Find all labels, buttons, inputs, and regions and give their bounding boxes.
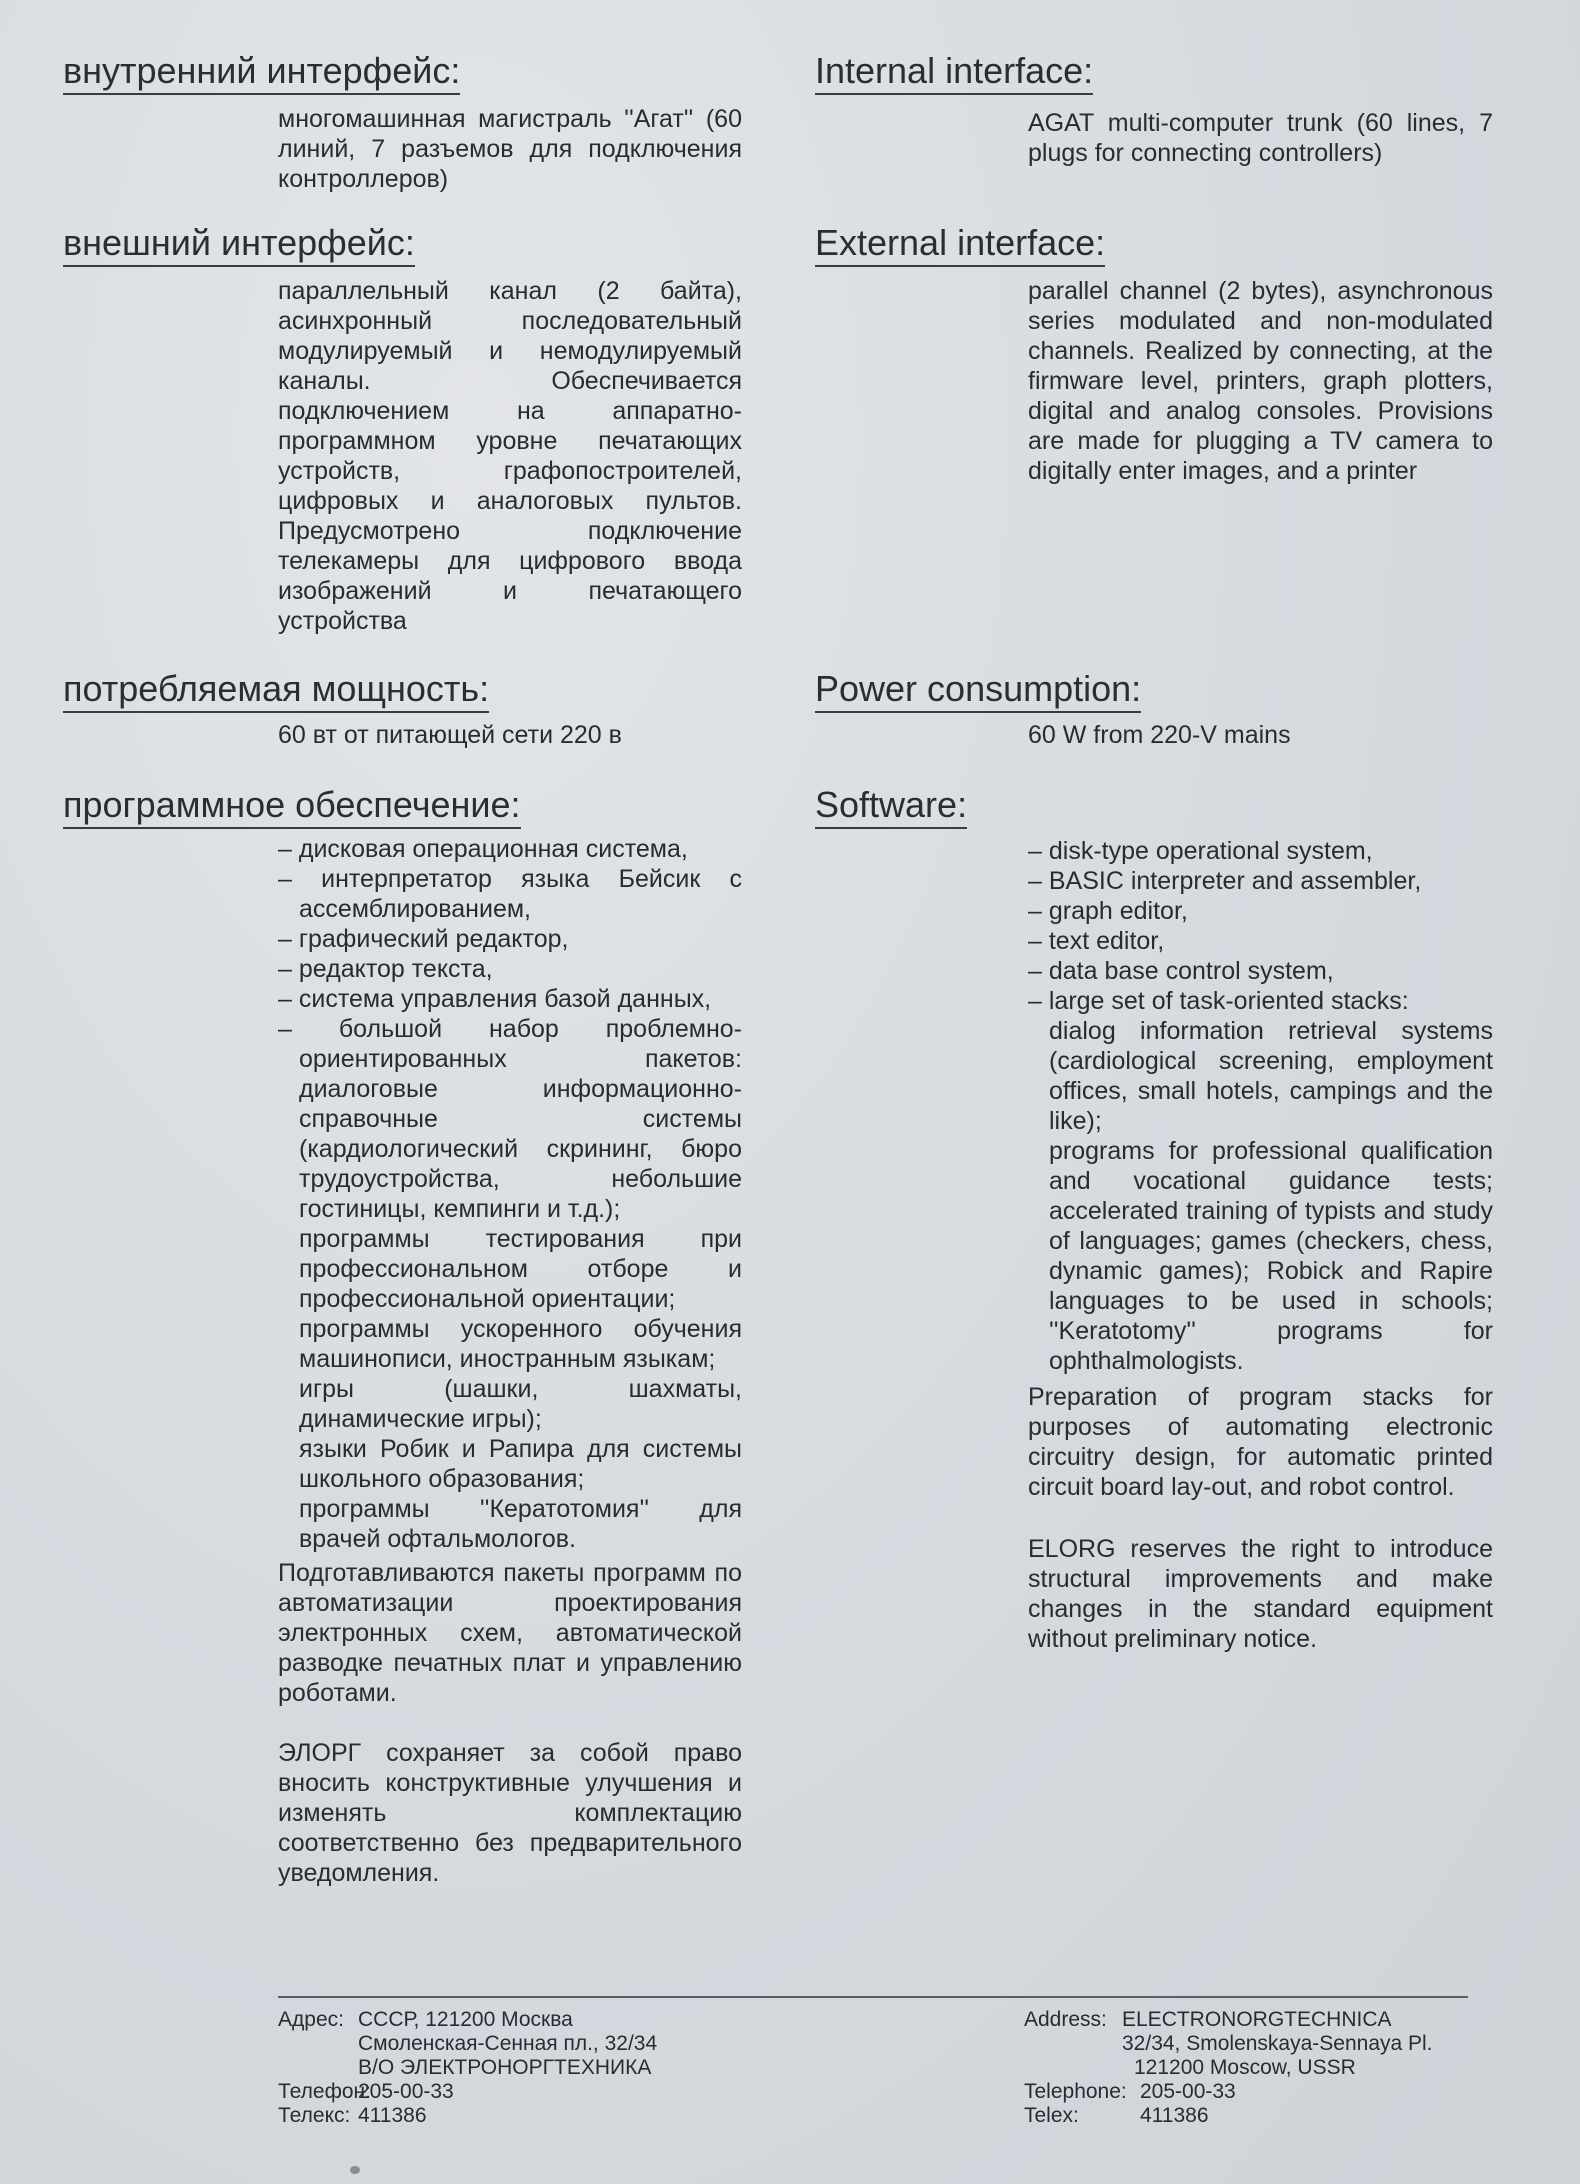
address-line: В/О ЭЛЕКТРОНОРГТЕХНИКА xyxy=(358,2056,652,2079)
ru-address-label: Адрес: xyxy=(278,2008,344,2031)
ru-telex-value: 411386 xyxy=(358,2104,427,2127)
en-telex-value: 411386 xyxy=(1140,2104,1209,2127)
en-software-list xyxy=(1028,836,1493,1016)
en-software-heading: Software: xyxy=(815,784,967,829)
ru-software-block xyxy=(278,834,742,1888)
en-external-interface-heading: External interface: xyxy=(815,222,1105,267)
en-phone-label: Telephone: xyxy=(1024,2080,1127,2103)
en-preparation-text: Preparation of program stacks for purposes of automating electronic circuitry design, for automatic printed circuit board lay-out, and robot control. xyxy=(1028,1383,1493,1501)
ru-phone-value: 205-00-33 xyxy=(358,2080,454,2103)
list-continuation: программы тестирования при профессиональном отборе и профессиональной ориентации; xyxy=(299,1225,742,1313)
ru-power-heading: потребляемая мощность: xyxy=(63,668,489,713)
en-address-label: Address: xyxy=(1024,2008,1107,2031)
ru-internal-interface-text: многомашинная магистраль ''Агат'' (60 линий, 7 разъемов для подключения контроллеров) xyxy=(278,105,742,193)
en-address-block xyxy=(1024,2008,1484,2128)
list-item: – редактор текста, xyxy=(278,954,742,984)
address-line: ELECTRONORGTECHNICA xyxy=(1122,2008,1392,2031)
en-internal-interface-heading: Internal interface: xyxy=(815,50,1093,95)
list-item: – text editor, xyxy=(1028,926,1493,956)
ru-internal-interface-heading: внутренний интерфейс: xyxy=(63,50,460,95)
list-continuation: dialog information retrieval systems (cardiological screening, employment offices, small hotels, campings and the like); xyxy=(1049,1017,1493,1135)
list-item: – data base control system, xyxy=(1028,956,1493,986)
ru-external-interface-text: параллельный канал (2 байта), асинхронный последовательный модулируемый и немодулируемый каналы. Обеспечивается подключением на аппаратно-программном уровне печатающих устройств, графопостроителей, цифровых и аналоговых пультов. Предусмотрено подключение телекамеры для цифрового ввода изображений и печатающего устройства xyxy=(278,277,742,635)
address-line: 32/34, Smolenskaya-Sennaya Pl. xyxy=(1122,2032,1433,2055)
list-item: – система управления базой данных, xyxy=(278,984,742,1014)
ru-power-text: 60 вт от питающей сети 220 в xyxy=(278,721,622,749)
en-power-heading: Power consumption: xyxy=(815,668,1141,713)
en-phone-value: 205-00-33 xyxy=(1140,2080,1236,2103)
ru-external-interface-heading: внешний интерфейс: xyxy=(63,222,415,267)
ru-preparation-text: Подготавливаются пакеты программ по автоматизации проектирования электронных схем, автоматической разводке печатных плат и управлению роботами. xyxy=(278,1559,742,1707)
list-continuation: игры (шашки, шахматы, динамические игры); xyxy=(299,1375,742,1433)
ru-phone-label: Телефон: xyxy=(278,2080,371,2103)
list-item: – дисковая операционная система, xyxy=(278,834,742,864)
en-internal-interface-text xyxy=(1028,108,1493,168)
ru-telex-label: Телекс: xyxy=(278,2104,351,2127)
address-line: Смоленская-Сенная пл., 32/34 xyxy=(358,2032,658,2055)
footer-divider xyxy=(278,1996,1468,1998)
list-item: – BASIC interpreter and assembler, xyxy=(1028,866,1493,896)
ru-address-block xyxy=(278,2008,738,2128)
list-item: – disk-type operational system, xyxy=(1028,836,1493,866)
list-item: – графический редактор, xyxy=(278,924,742,954)
paper-speck xyxy=(350,2166,360,2174)
en-internal-interface-copy: AGAT multi-computer trunk (60 lines, 7 plugs for connecting controllers) xyxy=(1028,109,1493,167)
list-item: – large set of task-oriented stacks: xyxy=(1028,986,1493,1016)
list-continuation: программы ''Кератотомия'' для врачей офтальмологов. xyxy=(299,1495,742,1553)
list-item: – graph editor, xyxy=(1028,896,1493,926)
en-telex-label: Telex: xyxy=(1024,2104,1079,2127)
list-continuation: языки Робик и Рапира для системы школьного образования; xyxy=(299,1435,742,1493)
en-external-interface-text: parallel channel (2 bytes), asynchronous series modulated and non-modulated channels. Realized by connecting, at the firmware level, printers, graph plotters, digital and analog consoles. Provisions are made for plugging a TV camera to digitally enter images, and a printer xyxy=(1028,277,1493,485)
list-item: – большой набор проблемно-ориентированных пакетов: диалоговые информационно-справочные системы (кардиологический скрининг, бюро трудоустройства, небольшие гостиницы, кемпинги и т.д.); xyxy=(278,1014,742,1224)
en-reserve-notice: ELORG reserves the right to introduce structural improvements and make changes in the standard equipment without preliminary notice. xyxy=(1028,1535,1493,1653)
address-line: 121200 Moscow, USSR xyxy=(1134,2056,1356,2079)
ru-reserve-notice: ЭЛОРГ сохраняет за собой право вносить конструктивные улучшения и изменять комплектацию соответственно без предварительного уведомления. xyxy=(278,1739,742,1887)
list-continuation: programs for professional qualification and vocational guidance tests; accelerated training of typists and study of languages; games (checkers, chess, dynamic games); Robick and Rapire languages to be used in schools; ''Keratotomy'' programs for ophthalmologists. xyxy=(1049,1137,1493,1375)
en-software-block xyxy=(1028,836,1493,1654)
ru-software-heading: программное обеспечение: xyxy=(63,784,521,829)
list-continuation: программы ускоренного обучения машинописи, иностранным языкам; xyxy=(299,1315,742,1373)
list-item: – интерпретатор языка Бейсик с ассемблированием, xyxy=(278,864,742,924)
address-line: СССР, 121200 Москва xyxy=(358,2008,573,2031)
ru-software-list xyxy=(278,834,742,1224)
en-power-text: 60 W from 220-V mains xyxy=(1028,721,1291,749)
